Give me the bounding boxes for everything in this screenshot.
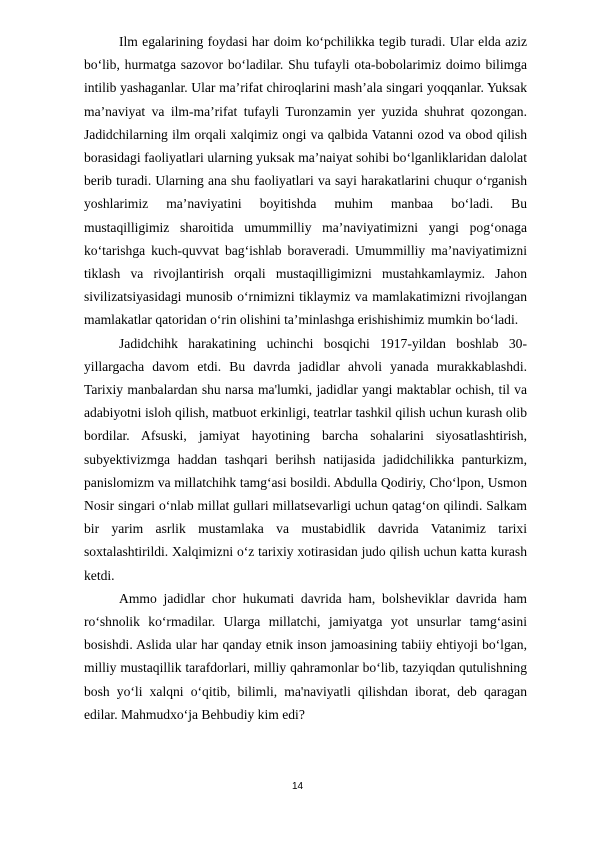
- paragraph-third-stage: Jadidchihk harakatining uchinchi bosqichi 1917-yildan boshlab 30-yillargacha davom etdi. Bu davrda jadidlar ahvoli yanada murakkablashdi. Tarixiy manbalardan shu narsa ma'lumki, jadidlar yangi maktablar ochish, til va adabiyotni isloh qilish, matbuot erkinligi, teatrlar tashkil qilish uchun kurash olib bordilar. Afsuski, jamiyat hayotining barcha sohalarini siyosatlashtirish, subyektivizmga haddan tashqari berihsh natijasida jadidchilikka panturkizm, panislomizm va millatchihk tamg‘asi bosildi. Abdulla Qodiriy, Cho‘lpon, Usmon Nosir singari o‘nlab millat gullari millatsevarligi uchun qatag‘on qilindi. Salkam bir yarim asrlik mustamlaka va mustabidlik davrida Vatanimiz tarixi soxtalashtirildi. Xalqimizni o‘z tarixiy xotirasidan judo qilish uchun katta kurash ketdi.: [84, 335, 527, 583]
- page-number: 14: [291, 781, 304, 792]
- document-body: [84, 30, 527, 726]
- paragraph-intro: Ilm egalarining foydasi har doim ko‘pchilikka tegib turadi. Ular elda aziz bo‘lib, hurmatga sazovor bo‘ladilar. Shu tufayli ota-bobolarimiz doimo bilimga intilib yashaganlar. Ular ma’rifat chiroqlarini mash’ala singari yoqqanlar. Yuksak ma’naviyat va ilm-ma’rifat tufayli Turonzamin yer yuzida shuhrat qozongan. Jadidchilarning ilm orqali xalqimiz ongi va qalbida Vatanni ozod va obod qilish borasidagi faoliyatlari ularning yuksak ma’naiyat sohibi bo‘lganliklaridan dalolat berib turadi. Ularning ana shu faoliyatlari va sayi harakatlarini chuqur o‘rganish yoshlarimiz ma’naviyatini boyitishda muhim manbaa bo‘ladi. Bu mustaqilligimiz sharoitida umummilliy ma’naviyatimizni yangi pog‘onaga ko‘tarishga kuch-quvvat bag‘ishlab boraveradi. Umummilliy ma’naviyatimizni tiklash va rivojlantirish orqali mustaqilligimizni mustahkamlaymiz. Jahon sivilizatsiyasidagi munosib o‘rnimizni tiklaymiz va mamlakatimizni rivojlangan mamlakatlar qatoridan o‘rin olishini ta’minlashga erishishimiz mumkin bo‘ladi.: [84, 34, 527, 328]
- paragraph-conclusion: Ammo jadidlar chor hukumati davrida ham, bolsheviklar davrida ham ro‘shnolik ko‘rmadilar. Ularga millatchi, jamiyatga yot unsurlar tamg‘asini bosishdi. Aslida ular har qanday etnik inson jamoasining tabiiy ehtiyoji bo‘lgan, milliy mustaqillik tarafdorlari, milliy qahramonlar bo‘lib, tazyiqdan qutulishning bosh yo‘li xalqni o‘qitib, bilimli, ma'naviyatli qilishdan iborat, deb qaragan edilar. Mahmudxo‘ja Behbudiy kim edi?: [84, 590, 527, 722]
